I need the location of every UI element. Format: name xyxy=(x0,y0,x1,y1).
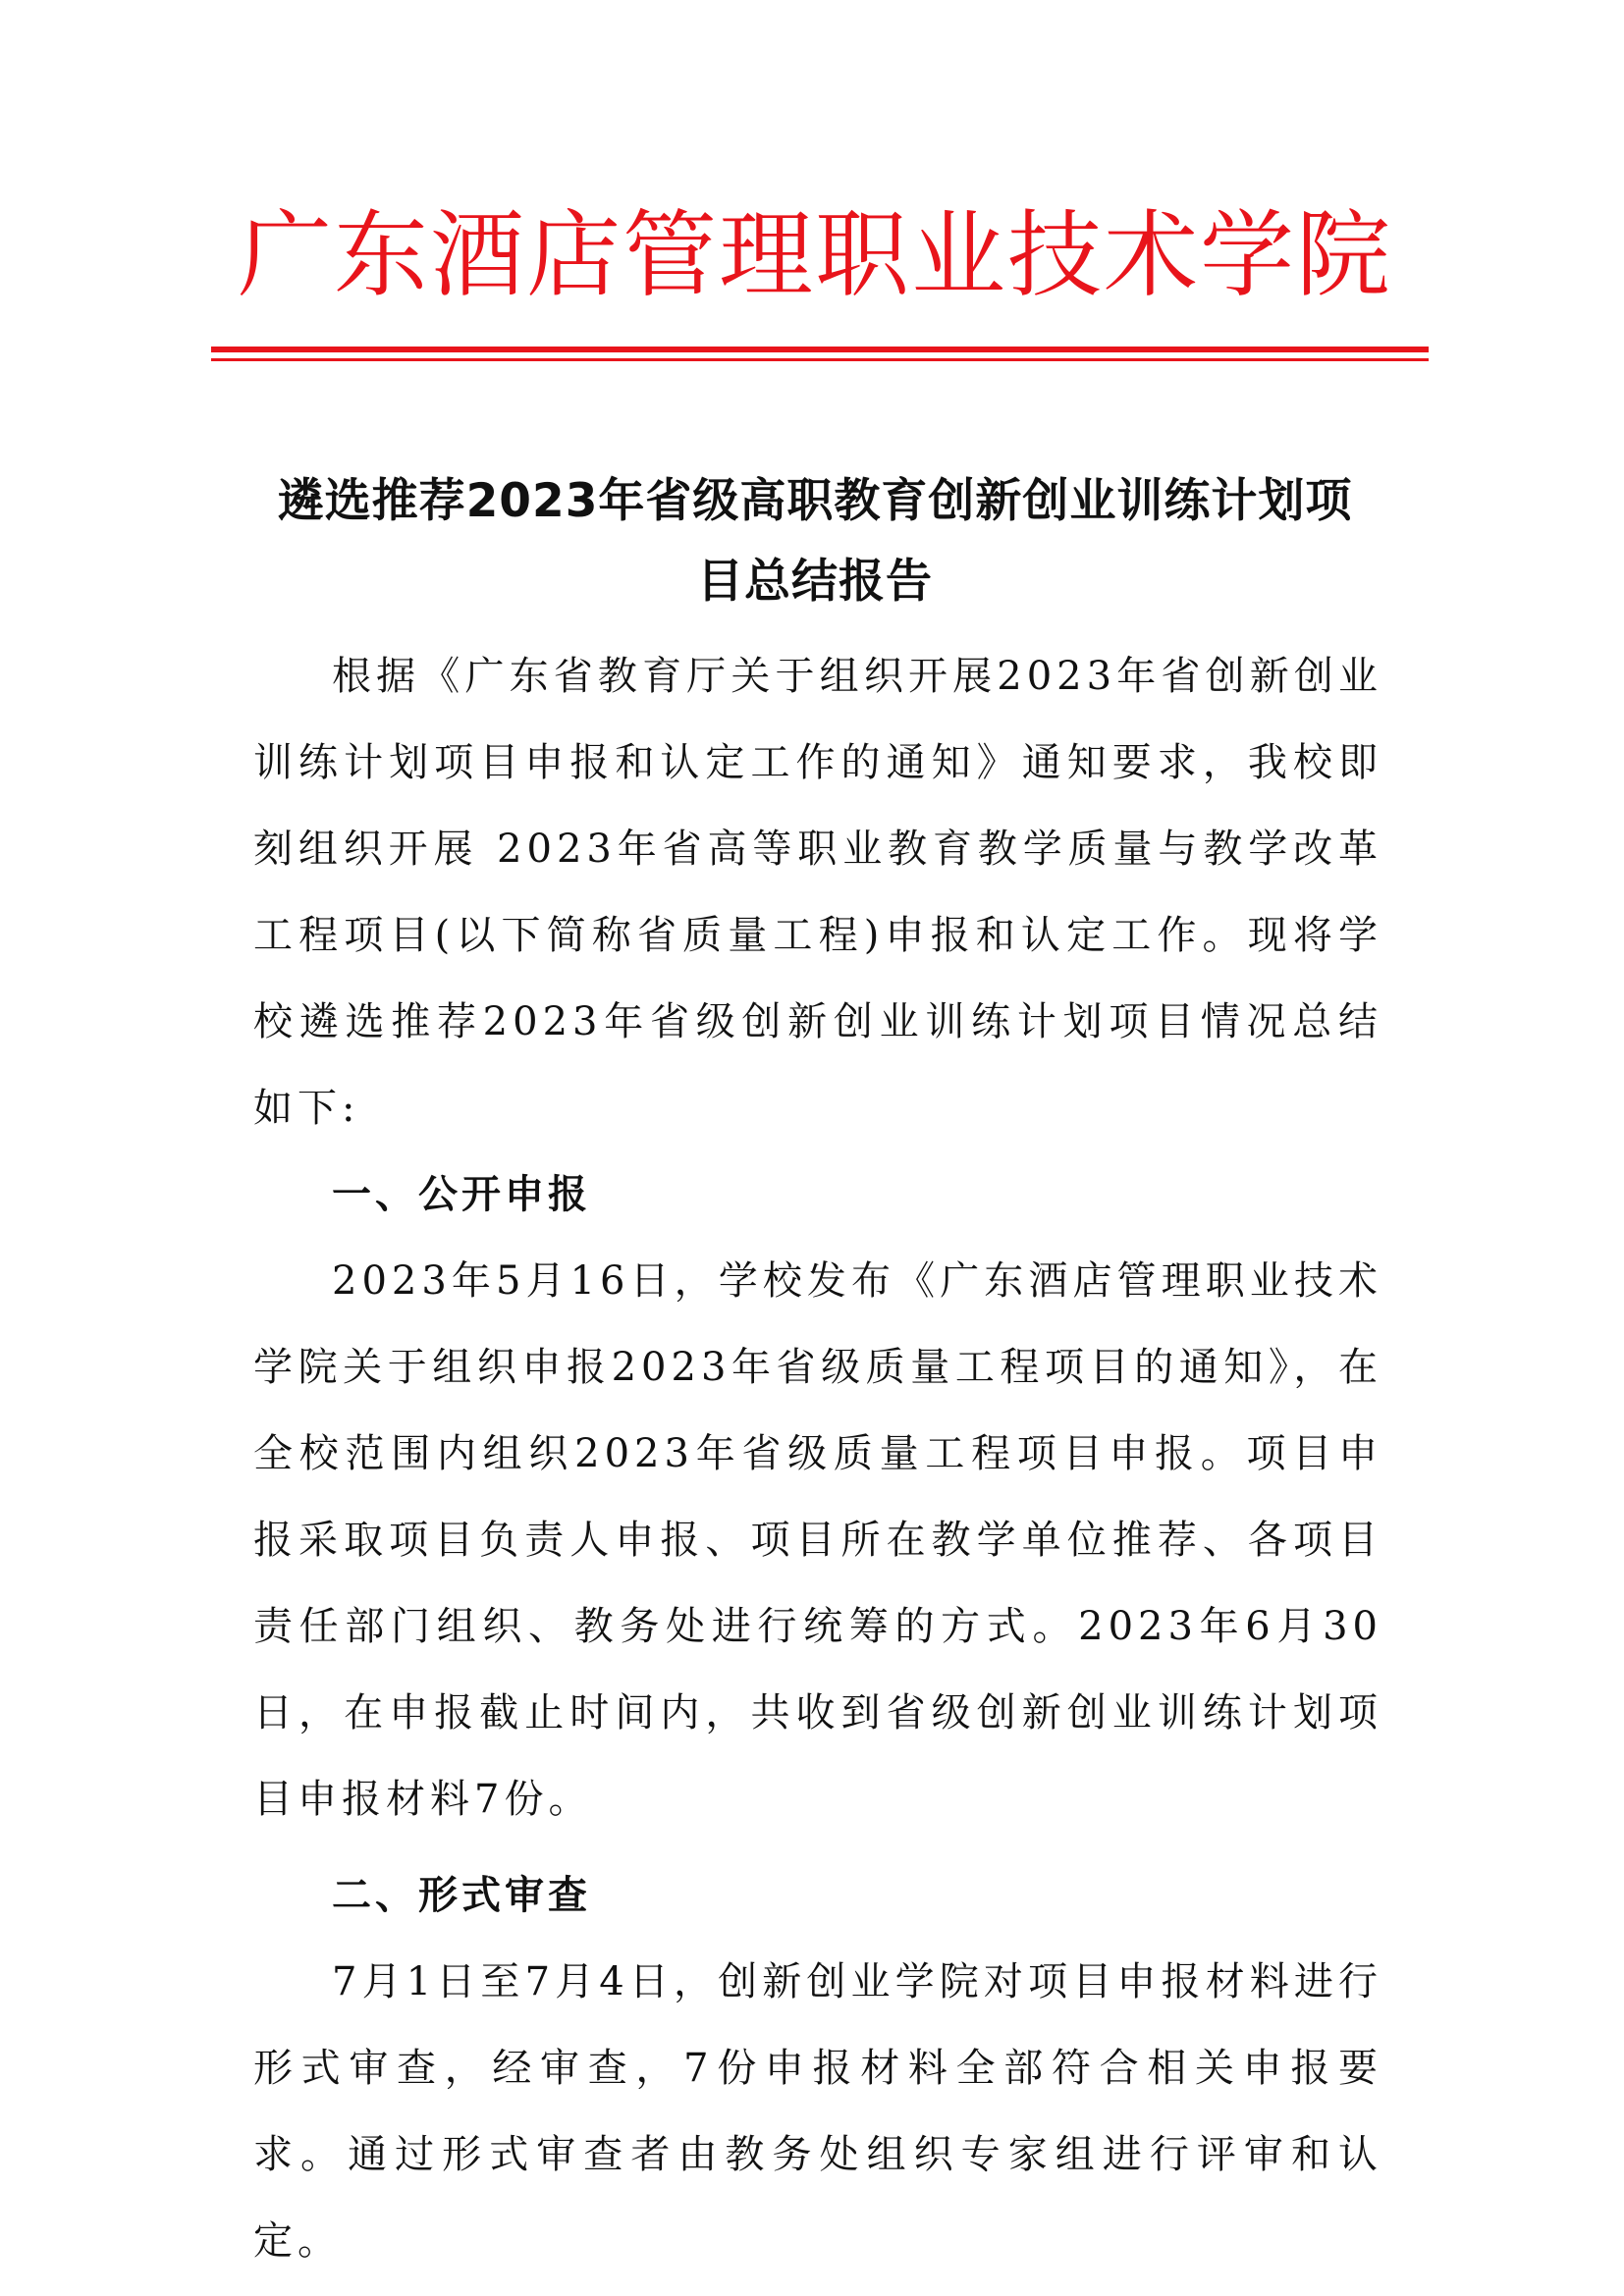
document-title-line-1: 遴选推荐2023年省级高职教育创新创业训练计划项 xyxy=(277,474,1353,528)
section-paragraph-public-application: 2023年5月16日，学校发布《广东酒店管理职业技术学院关于组织申报2023年省级质量工程项目的通知》，在全校范围内组织2023年省级质量工程项目申报。项目申报采取项目负责人申报、项目所在教学单位推荐、各项目责任部门组织、教务处进行统筹的方式。2023年6月30日，在申报截止时间内，共收到省级创新创业训练计划项目申报材料7份。 xyxy=(253,1258,1382,1822)
intro-paragraph: 根据《广东省教育厅关于组织开展2023年省创新创业训练计划项目申报和认定工作的通知》通知要求，我校即刻组织开展 2023年省高等职业教育教学质量与教学改革工程项目(以下简称省质量工程)申报和认定工作。现将学校遴选推荐2023年省级创新创业训练计划项目情况总结如下: xyxy=(253,654,1382,1131)
masthead-rule-thin xyxy=(211,358,1429,361)
institution-masthead: 广东酒店管理职业技术学院 xyxy=(238,200,1392,310)
masthead-rule-thick xyxy=(211,347,1429,352)
section-heading-public-application: 一、公开申报 xyxy=(332,1172,591,1217)
section-paragraph-formal-review: 7月1日至7月4日，创新创业学院对项目申报材料进行形式审查，经审查，7份申报材料全部符合相关申报要求。通过形式审查者由教务处组织专家组进行评审和认定。 xyxy=(253,1959,1382,2264)
document-title-line-2: 目总结报告 xyxy=(697,555,933,609)
document-body xyxy=(253,633,1382,2284)
document-title xyxy=(245,461,1384,622)
section-heading-formal-review: 二、形式审查 xyxy=(332,1873,591,1918)
